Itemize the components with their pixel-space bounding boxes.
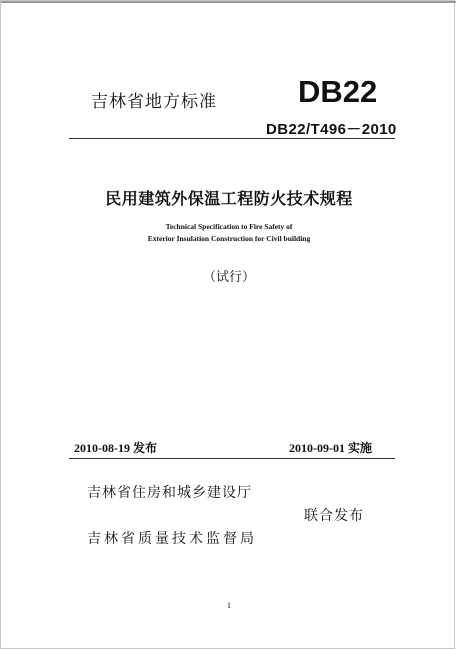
document-title-english-line2: Exterior Insulation Construction for Civil building (147, 234, 311, 243)
date-divider (69, 458, 395, 459)
top-border (1, 1, 456, 3)
trial-label: （试行） (202, 270, 255, 285)
document-title-english-line1: Technical Specification to Fire Safety of (165, 222, 293, 231)
issuing-authority-1: 吉林省住房和城乡建设厅 (87, 485, 252, 501)
header-divider (69, 138, 395, 139)
publish-date: 2010-08-19 发布 (74, 441, 157, 455)
standard-number: DB22/T496－2010 (266, 121, 397, 138)
standard-issuer: 吉林省地方标准 (91, 92, 217, 112)
implementation-date: 2010-09-01 实施 (289, 441, 372, 455)
joint-release-label: 联合发布 (304, 508, 364, 524)
document-title-chinese: 民用建筑外保温工程防火技术规程 (105, 189, 353, 208)
issuing-authority-2: 吉林省质量技术监督局 (87, 531, 257, 547)
standard-code: DB22 (298, 74, 378, 109)
page-number: 1 (227, 601, 231, 610)
